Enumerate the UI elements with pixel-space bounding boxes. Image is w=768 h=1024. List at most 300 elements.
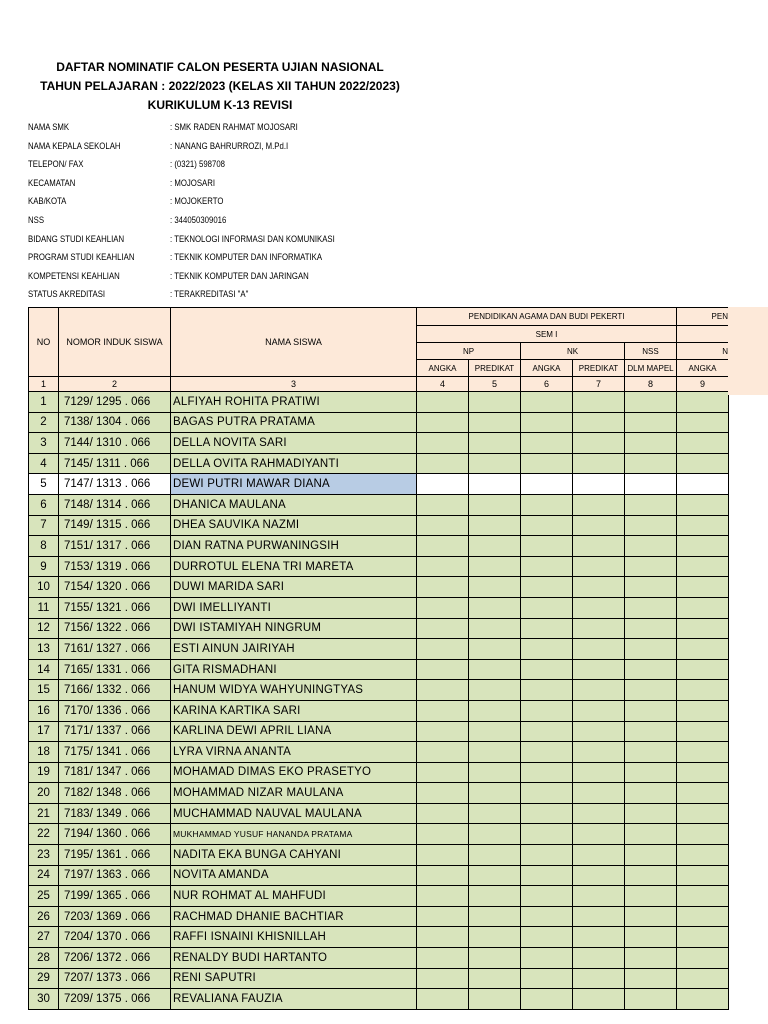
- grade-cell[interactable]: [469, 536, 521, 557]
- table-row[interactable]: [29, 906, 729, 927]
- student-name[interactable]: ESTI AINUN JAIRIYAH: [171, 639, 417, 660]
- grade-cell[interactable]: [677, 721, 729, 742]
- grade-cell[interactable]: [469, 948, 521, 969]
- grade-cell[interactable]: [573, 474, 625, 495]
- row-number[interactable]: 14: [29, 659, 59, 680]
- table-row[interactable]: [29, 783, 729, 804]
- grade-cell[interactable]: [417, 989, 469, 1010]
- grade-cell[interactable]: [677, 865, 729, 886]
- student-id[interactable]: 7147/ 1313 . 066: [59, 474, 171, 495]
- grade-cell[interactable]: [521, 906, 573, 927]
- grade-cell[interactable]: [521, 762, 573, 783]
- table-row[interactable]: [29, 803, 729, 824]
- row-number[interactable]: 22: [29, 824, 59, 845]
- grade-cell[interactable]: [469, 989, 521, 1010]
- grade-cell[interactable]: [469, 886, 521, 907]
- grade-cell[interactable]: [573, 742, 625, 763]
- student-name[interactable]: DHEA SAUVIKA NAZMI: [171, 515, 417, 536]
- table-row[interactable]: [29, 865, 729, 886]
- row-number[interactable]: 6: [29, 494, 59, 515]
- student-name[interactable]: REVALIANA FAUZIA: [171, 989, 417, 1010]
- table-row[interactable]: [29, 453, 729, 474]
- grade-cell[interactable]: [677, 906, 729, 927]
- grade-cell[interactable]: [521, 474, 573, 495]
- student-id[interactable]: 7171/ 1337 . 066: [59, 721, 171, 742]
- grade-cell[interactable]: [417, 494, 469, 515]
- grade-cell[interactable]: [573, 515, 625, 536]
- grade-cell[interactable]: [469, 494, 521, 515]
- student-id[interactable]: 7166/ 1332 . 066: [59, 680, 171, 701]
- student-id[interactable]: 7182/ 1348 . 066: [59, 783, 171, 804]
- row-number[interactable]: 26: [29, 906, 59, 927]
- row-number[interactable]: 27: [29, 927, 59, 948]
- grade-cell[interactable]: [469, 680, 521, 701]
- grade-cell[interactable]: [625, 927, 677, 948]
- grade-cell[interactable]: [625, 680, 677, 701]
- grade-cell[interactable]: [625, 865, 677, 886]
- grade-cell[interactable]: [417, 556, 469, 577]
- grade-cell[interactable]: [521, 845, 573, 866]
- grade-cell[interactable]: [573, 536, 625, 557]
- grade-cell[interactable]: [573, 927, 625, 948]
- grade-cell[interactable]: [625, 700, 677, 721]
- student-name[interactable]: GITA RISMADHANI: [171, 659, 417, 680]
- student-name[interactable]: DWI ISTAMIYAH NINGRUM: [171, 618, 417, 639]
- grade-cell[interactable]: [625, 453, 677, 474]
- grade-cell[interactable]: [677, 577, 729, 598]
- grade-cell[interactable]: [677, 680, 729, 701]
- grade-cell[interactable]: [417, 536, 469, 557]
- grade-cell[interactable]: [469, 618, 521, 639]
- grade-cell[interactable]: [625, 597, 677, 618]
- student-id[interactable]: 7129/ 1295 . 066: [59, 392, 171, 413]
- student-id[interactable]: 7183/ 1349 . 066: [59, 803, 171, 824]
- grade-cell[interactable]: [625, 577, 677, 598]
- grade-cell[interactable]: [417, 927, 469, 948]
- grade-cell[interactable]: [521, 577, 573, 598]
- grade-cell[interactable]: [573, 783, 625, 804]
- grade-cell[interactable]: [677, 597, 729, 618]
- grade-cell[interactable]: [417, 824, 469, 845]
- row-number[interactable]: 29: [29, 968, 59, 989]
- grade-cell[interactable]: [573, 906, 625, 927]
- student-name[interactable]: MUCHAMMAD NAUVAL MAULANA: [171, 803, 417, 824]
- grade-cell[interactable]: [521, 803, 573, 824]
- grade-cell[interactable]: [677, 927, 729, 948]
- grade-cell[interactable]: [677, 824, 729, 845]
- table-row[interactable]: [29, 618, 729, 639]
- grade-cell[interactable]: [677, 989, 729, 1010]
- row-number[interactable]: 4: [29, 453, 59, 474]
- grade-cell[interactable]: [625, 948, 677, 969]
- grade-cell[interactable]: [417, 618, 469, 639]
- grade-cell[interactable]: [521, 453, 573, 474]
- table-row[interactable]: [29, 392, 729, 413]
- grade-cell[interactable]: [417, 968, 469, 989]
- student-id[interactable]: 7153/ 1319 . 066: [59, 556, 171, 577]
- student-name[interactable]: DURROTUL ELENA TRI MARETA: [171, 556, 417, 577]
- grade-cell[interactable]: [573, 948, 625, 969]
- row-number[interactable]: 20: [29, 783, 59, 804]
- row-number[interactable]: 18: [29, 742, 59, 763]
- grade-cell[interactable]: [521, 886, 573, 907]
- grade-cell[interactable]: [469, 392, 521, 413]
- grade-cell[interactable]: [677, 742, 729, 763]
- grade-cell[interactable]: [469, 577, 521, 598]
- grade-cell[interactable]: [417, 392, 469, 413]
- table-row[interactable]: [29, 948, 729, 969]
- table-row[interactable]: [29, 659, 729, 680]
- grade-cell[interactable]: [469, 803, 521, 824]
- grade-cell[interactable]: [417, 783, 469, 804]
- student-id[interactable]: 7155/ 1321 . 066: [59, 597, 171, 618]
- student-id[interactable]: 7204/ 1370 . 066: [59, 927, 171, 948]
- grade-cell[interactable]: [625, 536, 677, 557]
- table-row[interactable]: [29, 742, 729, 763]
- grade-cell[interactable]: [625, 433, 677, 454]
- grade-cell[interactable]: [573, 762, 625, 783]
- grade-cell[interactable]: [625, 659, 677, 680]
- grade-cell[interactable]: [521, 536, 573, 557]
- grade-cell[interactable]: [469, 433, 521, 454]
- grade-cell[interactable]: [573, 453, 625, 474]
- row-number[interactable]: 11: [29, 597, 59, 618]
- grade-cell[interactable]: [521, 412, 573, 433]
- grade-cell[interactable]: [417, 948, 469, 969]
- grade-cell[interactable]: [521, 433, 573, 454]
- grade-cell[interactable]: [625, 494, 677, 515]
- grade-cell[interactable]: [521, 721, 573, 742]
- table-row[interactable]: [29, 494, 729, 515]
- student-name[interactable]: NOVITA AMANDA: [171, 865, 417, 886]
- grade-cell[interactable]: [625, 639, 677, 660]
- row-number[interactable]: 8: [29, 536, 59, 557]
- grade-cell[interactable]: [625, 783, 677, 804]
- student-id[interactable]: 7161/ 1327 . 066: [59, 639, 171, 660]
- student-id[interactable]: 7203/ 1369 . 066: [59, 906, 171, 927]
- grade-cell[interactable]: [417, 433, 469, 454]
- student-name[interactable]: MUKHAMMAD YUSUF HANANDA PRATAMA: [171, 824, 417, 845]
- grade-cell[interactable]: [469, 927, 521, 948]
- grade-cell[interactable]: [625, 515, 677, 536]
- grade-cell[interactable]: [573, 824, 625, 845]
- student-name[interactable]: DWI IMELLIYANTI: [171, 597, 417, 618]
- grade-cell[interactable]: [469, 762, 521, 783]
- grade-cell[interactable]: [677, 886, 729, 907]
- grade-cell[interactable]: [521, 948, 573, 969]
- grade-cell[interactable]: [521, 783, 573, 804]
- grade-cell[interactable]: [677, 556, 729, 577]
- student-id[interactable]: 7151/ 1317 . 066: [59, 536, 171, 557]
- grade-cell[interactable]: [677, 803, 729, 824]
- row-number[interactable]: 25: [29, 886, 59, 907]
- grade-cell[interactable]: [521, 742, 573, 763]
- row-number[interactable]: 16: [29, 700, 59, 721]
- student-id[interactable]: 7170/ 1336 . 066: [59, 700, 171, 721]
- grade-cell[interactable]: [573, 700, 625, 721]
- row-number[interactable]: 17: [29, 721, 59, 742]
- grade-cell[interactable]: [573, 639, 625, 660]
- row-number[interactable]: 28: [29, 948, 59, 969]
- grade-cell[interactable]: [625, 742, 677, 763]
- grade-cell[interactable]: [417, 721, 469, 742]
- grade-cell[interactable]: [469, 906, 521, 927]
- grade-cell[interactable]: [417, 515, 469, 536]
- grade-cell[interactable]: [469, 412, 521, 433]
- grade-cell[interactable]: [677, 412, 729, 433]
- student-id[interactable]: 7154/ 1320 . 066: [59, 577, 171, 598]
- table-row[interactable]: [29, 515, 729, 536]
- grade-cell[interactable]: [573, 989, 625, 1010]
- grade-cell[interactable]: [625, 989, 677, 1010]
- student-name[interactable]: RENALDY BUDI HARTANTO: [171, 948, 417, 969]
- grade-cell[interactable]: [469, 515, 521, 536]
- table-row[interactable]: [29, 433, 729, 454]
- grade-cell[interactable]: [469, 968, 521, 989]
- grade-cell[interactable]: [625, 412, 677, 433]
- row-number[interactable]: 21: [29, 803, 59, 824]
- table-row[interactable]: [29, 412, 729, 433]
- student-name[interactable]: RACHMAD DHANIE BACHTIAR: [171, 906, 417, 927]
- grade-cell[interactable]: [469, 845, 521, 866]
- table-row[interactable]: [29, 721, 729, 742]
- grade-cell[interactable]: [417, 700, 469, 721]
- grade-cell[interactable]: [625, 556, 677, 577]
- grade-cell[interactable]: [417, 845, 469, 866]
- table-row[interactable]: [29, 824, 729, 845]
- grade-cell[interactable]: [625, 762, 677, 783]
- grade-cell[interactable]: [521, 515, 573, 536]
- grade-cell[interactable]: [417, 886, 469, 907]
- grade-cell[interactable]: [573, 803, 625, 824]
- grade-cell[interactable]: [469, 721, 521, 742]
- grade-cell[interactable]: [417, 742, 469, 763]
- grade-cell[interactable]: [625, 845, 677, 866]
- grade-cell[interactable]: [625, 906, 677, 927]
- student-name[interactable]: KARINA KARTIKA SARI: [171, 700, 417, 721]
- student-name[interactable]: DUWI MARIDA SARI: [171, 577, 417, 598]
- table-row[interactable]: [29, 536, 729, 557]
- grade-cell[interactable]: [677, 515, 729, 536]
- row-number[interactable]: 24: [29, 865, 59, 886]
- grade-cell[interactable]: [677, 700, 729, 721]
- student-id[interactable]: 7148/ 1314 . 066: [59, 494, 171, 515]
- row-number[interactable]: 9: [29, 556, 59, 577]
- grade-cell[interactable]: [573, 494, 625, 515]
- table-row[interactable]: [29, 968, 729, 989]
- row-number[interactable]: 23: [29, 845, 59, 866]
- grade-cell[interactable]: [677, 392, 729, 413]
- table-row[interactable]: [29, 597, 729, 618]
- table-row[interactable]: [29, 474, 729, 495]
- table-row[interactable]: [29, 639, 729, 660]
- row-number[interactable]: 19: [29, 762, 59, 783]
- grade-cell[interactable]: [573, 392, 625, 413]
- row-number[interactable]: 15: [29, 680, 59, 701]
- grade-cell[interactable]: [573, 597, 625, 618]
- grade-cell[interactable]: [521, 927, 573, 948]
- grade-cell[interactable]: [521, 989, 573, 1010]
- grade-cell[interactable]: [677, 948, 729, 969]
- student-name[interactable]: NUR ROHMAT AL MAHFUDI: [171, 886, 417, 907]
- student-id[interactable]: 7194/ 1360 . 066: [59, 824, 171, 845]
- grade-cell[interactable]: [469, 659, 521, 680]
- grade-cell[interactable]: [417, 474, 469, 495]
- student-name[interactable]: RAFFI ISNAINI KHISNILLAH: [171, 927, 417, 948]
- grade-cell[interactable]: [573, 968, 625, 989]
- grade-cell[interactable]: [625, 721, 677, 742]
- row-number[interactable]: 3: [29, 433, 59, 454]
- table-row[interactable]: [29, 556, 729, 577]
- grade-cell[interactable]: [417, 577, 469, 598]
- grade-cell[interactable]: [469, 597, 521, 618]
- student-id[interactable]: 7149/ 1315 . 066: [59, 515, 171, 536]
- student-id[interactable]: 7181/ 1347 . 066: [59, 762, 171, 783]
- student-name[interactable]: DIAN RATNA PURWANINGSIH: [171, 536, 417, 557]
- grade-cell[interactable]: [417, 639, 469, 660]
- grade-cell[interactable]: [677, 433, 729, 454]
- row-number[interactable]: 12: [29, 618, 59, 639]
- grade-cell[interactable]: [521, 968, 573, 989]
- student-id[interactable]: 7144/ 1310 . 066: [59, 433, 171, 454]
- student-id[interactable]: 7165/ 1331 . 066: [59, 659, 171, 680]
- grade-cell[interactable]: [469, 453, 521, 474]
- grade-cell[interactable]: [573, 556, 625, 577]
- grade-cell[interactable]: [417, 762, 469, 783]
- grade-cell[interactable]: [417, 865, 469, 886]
- student-name[interactable]: BAGAS PUTRA PRATAMA: [171, 412, 417, 433]
- student-id[interactable]: 7209/ 1375 . 066: [59, 989, 171, 1010]
- row-number[interactable]: 7: [29, 515, 59, 536]
- grade-cell[interactable]: [573, 845, 625, 866]
- grade-cell[interactable]: [625, 968, 677, 989]
- grade-cell[interactable]: [625, 474, 677, 495]
- table-row[interactable]: [29, 927, 729, 948]
- student-name[interactable]: DELLA NOVITA SARI: [171, 433, 417, 454]
- grade-cell[interactable]: [469, 824, 521, 845]
- grade-cell[interactable]: [573, 886, 625, 907]
- grade-cell[interactable]: [417, 803, 469, 824]
- grade-cell[interactable]: [417, 659, 469, 680]
- grade-cell[interactable]: [573, 433, 625, 454]
- grade-cell[interactable]: [573, 412, 625, 433]
- grade-cell[interactable]: [677, 762, 729, 783]
- grade-cell[interactable]: [469, 474, 521, 495]
- grade-cell[interactable]: [469, 700, 521, 721]
- grade-cell[interactable]: [625, 392, 677, 413]
- row-number[interactable]: 5: [29, 474, 59, 495]
- student-name[interactable]: DELLA OVITA RAHMADIYANTI: [171, 453, 417, 474]
- student-name[interactable]: HANUM WIDYA WAHYUNINGTYAS: [171, 680, 417, 701]
- grade-cell[interactable]: [521, 680, 573, 701]
- student-id[interactable]: 7175/ 1341 . 066: [59, 742, 171, 763]
- grade-cell[interactable]: [417, 680, 469, 701]
- grade-cell[interactable]: [677, 783, 729, 804]
- row-number[interactable]: 1: [29, 392, 59, 413]
- grade-cell[interactable]: [625, 824, 677, 845]
- grade-cell[interactable]: [521, 494, 573, 515]
- student-name[interactable]: ALFIYAH ROHITA PRATIWI: [171, 392, 417, 413]
- grade-cell[interactable]: [677, 494, 729, 515]
- student-id[interactable]: 7156/ 1322 . 066: [59, 618, 171, 639]
- grade-cell[interactable]: [677, 536, 729, 557]
- row-number[interactable]: 13: [29, 639, 59, 660]
- grade-cell[interactable]: [677, 659, 729, 680]
- grade-cell[interactable]: [573, 577, 625, 598]
- grade-cell[interactable]: [469, 742, 521, 763]
- grade-cell[interactable]: [417, 597, 469, 618]
- row-number[interactable]: 10: [29, 577, 59, 598]
- grade-cell[interactable]: [625, 618, 677, 639]
- grade-cell[interactable]: [469, 556, 521, 577]
- grade-cell[interactable]: [677, 453, 729, 474]
- grade-cell[interactable]: [521, 618, 573, 639]
- student-id[interactable]: 7206/ 1372 . 066: [59, 948, 171, 969]
- grade-cell[interactable]: [573, 618, 625, 639]
- grade-cell[interactable]: [521, 659, 573, 680]
- grade-cell[interactable]: [677, 618, 729, 639]
- grade-cell[interactable]: [625, 803, 677, 824]
- grade-cell[interactable]: [469, 783, 521, 804]
- table-row[interactable]: [29, 680, 729, 701]
- grade-cell[interactable]: [417, 906, 469, 927]
- table-row[interactable]: [29, 700, 729, 721]
- table-row[interactable]: [29, 577, 729, 598]
- grade-cell[interactable]: [521, 824, 573, 845]
- table-row[interactable]: [29, 845, 729, 866]
- grade-cell[interactable]: [677, 474, 729, 495]
- grade-cell[interactable]: [417, 412, 469, 433]
- student-id[interactable]: 7195/ 1361 . 066: [59, 845, 171, 866]
- grade-cell[interactable]: [469, 639, 521, 660]
- grade-cell[interactable]: [573, 659, 625, 680]
- student-name[interactable]: RENI SAPUTRI: [171, 968, 417, 989]
- student-name[interactable]: KARLINA DEWI APRIL LIANA: [171, 721, 417, 742]
- student-name[interactable]: MOHAMMAD NIZAR MAULANA: [171, 783, 417, 804]
- grade-cell[interactable]: [417, 453, 469, 474]
- grade-cell[interactable]: [521, 639, 573, 660]
- student-name[interactable]: DHANICA MAULANA: [171, 494, 417, 515]
- table-row[interactable]: [29, 886, 729, 907]
- grade-cell[interactable]: [677, 639, 729, 660]
- grade-cell[interactable]: [677, 845, 729, 866]
- grade-cell[interactable]: [677, 968, 729, 989]
- student-name[interactable]: NADITA EKA BUNGA CAHYANI: [171, 845, 417, 866]
- row-number[interactable]: 2: [29, 412, 59, 433]
- table-row[interactable]: [29, 762, 729, 783]
- student-id[interactable]: 7207/ 1373 . 066: [59, 968, 171, 989]
- grade-cell[interactable]: [521, 392, 573, 413]
- grade-cell[interactable]: [625, 886, 677, 907]
- grade-cell[interactable]: [573, 865, 625, 886]
- row-number[interactable]: 30: [29, 989, 59, 1010]
- table-row[interactable]: [29, 989, 729, 1010]
- grade-cell[interactable]: [573, 680, 625, 701]
- student-id[interactable]: 7197/ 1363 . 066: [59, 865, 171, 886]
- student-name[interactable]: LYRA VIRNA ANANTA: [171, 742, 417, 763]
- student-id[interactable]: 7145/ 1311 . 066: [59, 453, 171, 474]
- grade-cell[interactable]: [573, 721, 625, 742]
- student-id[interactable]: 7199/ 1365 . 066: [59, 886, 171, 907]
- student-id[interactable]: 7138/ 1304 . 066: [59, 412, 171, 433]
- grade-cell[interactable]: [521, 597, 573, 618]
- student-name[interactable]: MOHAMAD DIMAS EKO PRASETYO: [171, 762, 417, 783]
- grade-cell[interactable]: [521, 700, 573, 721]
- grade-cell[interactable]: [521, 556, 573, 577]
- grade-cell[interactable]: [521, 865, 573, 886]
- student-name[interactable]: DEWI PUTRI MAWAR DIANA: [171, 474, 417, 495]
- grade-cell[interactable]: [469, 865, 521, 886]
